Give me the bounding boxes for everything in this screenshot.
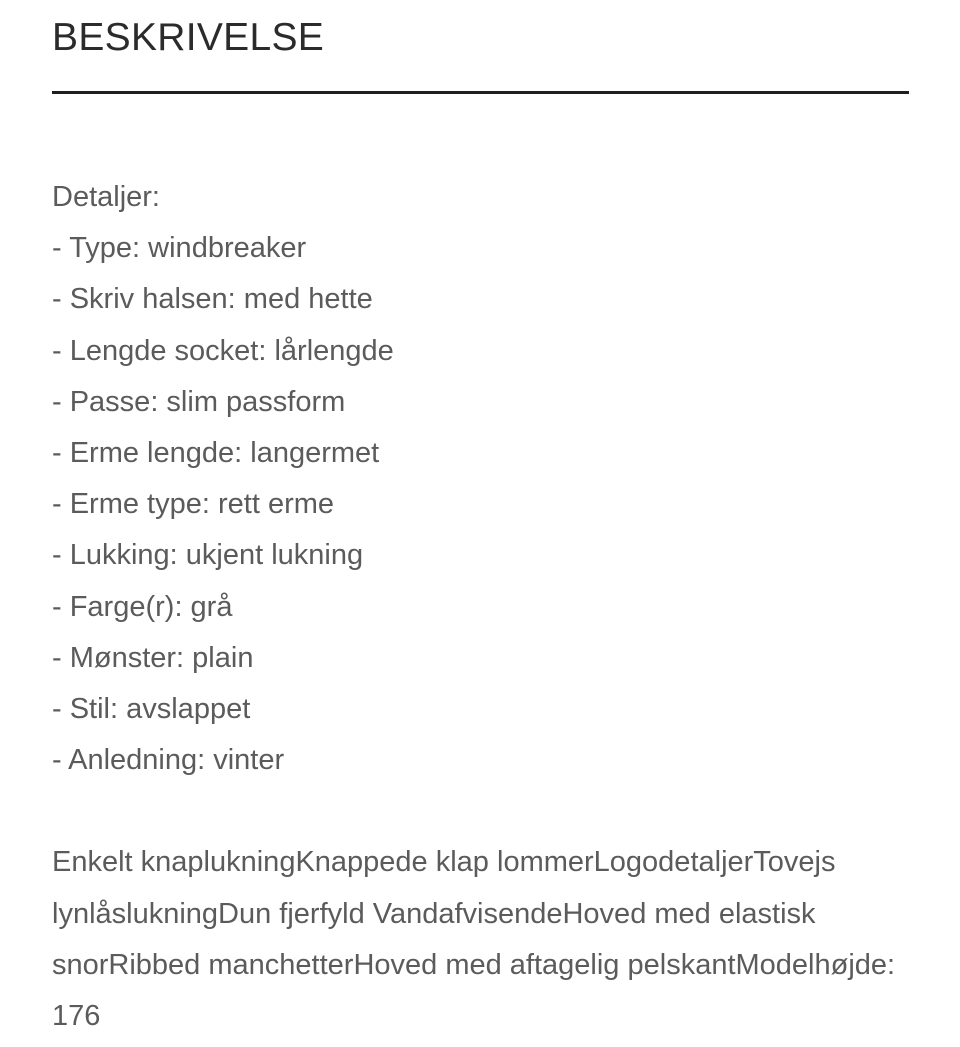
detail-item-neck: - Skriv halsen: med hette <box>52 283 373 316</box>
detail-item-style: - Stil: avslappet <box>52 693 251 726</box>
detail-item-occasion: - Anledning: vinter <box>52 744 285 777</box>
detail-item-color: - Farge(r): grå <box>52 590 233 623</box>
detail-item-sleeve-type: - Erme type: rett erme <box>52 488 335 521</box>
details-heading: Detaljer: <box>52 181 160 213</box>
detail-item-fit: - Passe: slim passform <box>52 385 346 418</box>
product-description <box>52 172 909 1042</box>
title-divider <box>52 91 909 94</box>
product-notes: Enkelt knaplukningKnappede klap lommerLogodetaljerTovejs lynlåslukningDun fjerfyld VandafvisendeHoved med elastisk snorRibbed manchetterHoved med aftagelig pelskantModelhøjde: 176 <box>52 846 896 1033</box>
details-list <box>52 223 909 786</box>
detail-item-closure: - Lukking: ukjent lukning <box>52 539 364 572</box>
detail-item-type: - Type: windbreaker <box>52 232 307 265</box>
description-section-header <box>52 0 909 62</box>
detail-item-sleeve-length: - Erme lengde: langermet <box>52 437 380 470</box>
section-title: BESKRIVELSE <box>52 16 325 59</box>
detail-item-pattern: - Mønster: plain <box>52 641 254 674</box>
detail-item-length: - Lengde socket: lårlengde <box>52 334 394 367</box>
